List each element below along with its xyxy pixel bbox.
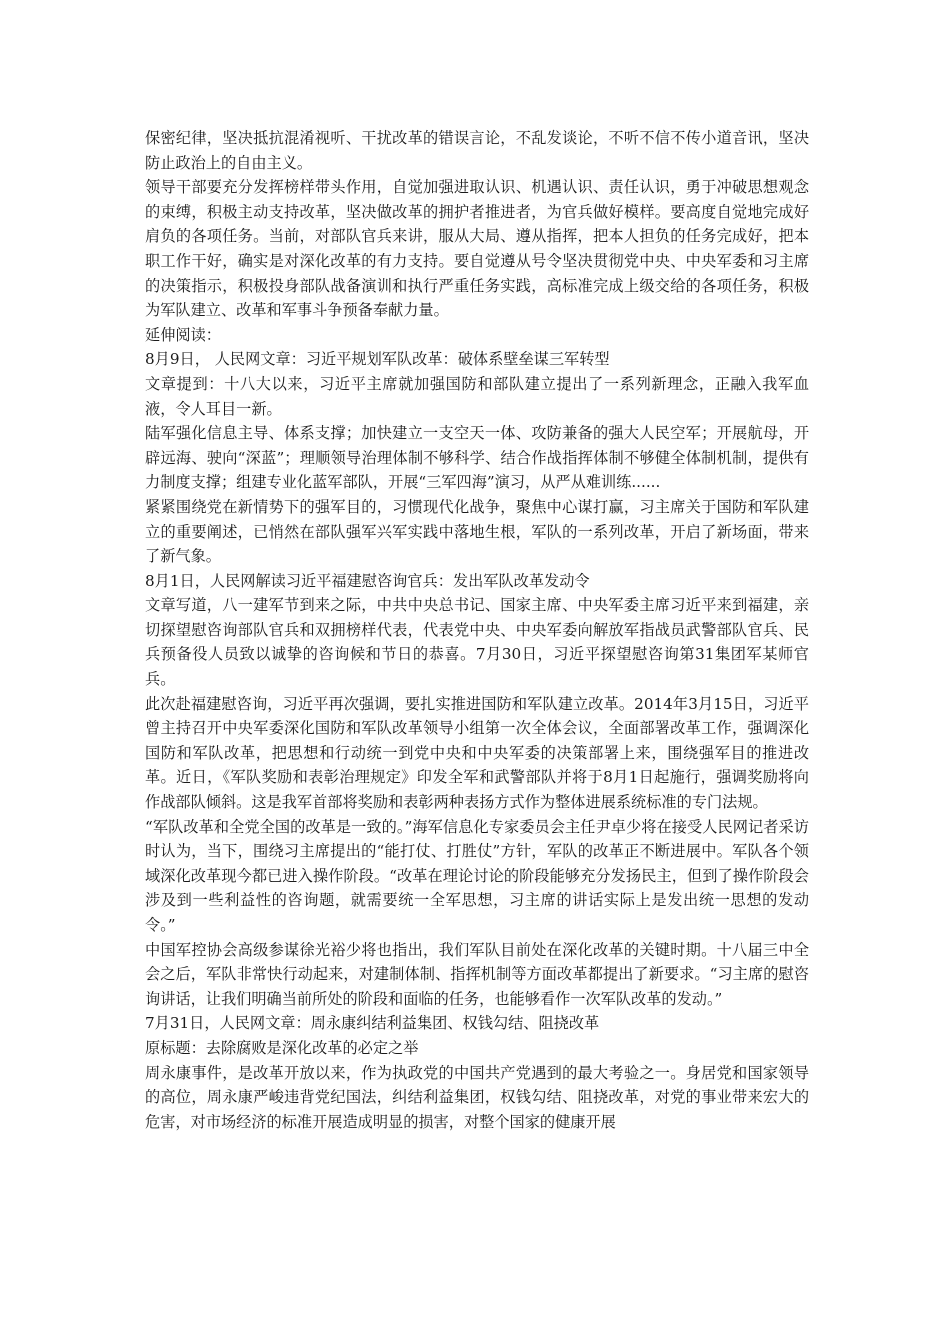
paragraph: “军队改革和全党全国的改革是一致的。”海军信息化专家委员会主任尹卓少将在接受人民网记者采访时认为，当下，围绕习主席提出的“能打仗、打胜仗”方针，军队的改革正不断进展中。军队各个领域深化改革现今都已进入操作阶段。“改革在理论讨论的阶段能够充分发扬民主，但到了操作阶段会涉及到一些利益性的咨询题，就需要统一全军思想，习主席的讲话实际上是发出统一思想的发动令。” <box>145 817 809 934</box>
paragraph: 保密纪律，坚决抵抗混淆视听、干扰改革的错误言论，不乱发谈论，不听不信不传小道音讯，坚决防止政治上的自由主义。 <box>145 129 809 172</box>
article-headline: 8月1日，人民网解读习近平福建慰咨询官兵：发出军队改革发动令 <box>145 571 590 590</box>
paragraph: 中国军控协会高级参谋徐光裕少将也指出，我们军队目前处在深化改革的关键时期。十八届三中全会之后，军队非常快行动起来，对建制体制、指挥机制等方面改革都提出了新要求。“习主席的慰咨询讲话，让我们明确当前所处的阶段和面临的任务，也能够看作一次军队改革的发动。” <box>145 940 809 1008</box>
paragraph: 文章写道，八一建军节到来之际，中共中央总书记、国家主席、中央军委主席习近平来到福建，亲切探望慰咨询部队官兵和双拥榜样代表，代表党中央、中央军委向解放军指战员武警部队官兵、民兵预备役人员致以诚挚的咨询候和节日的恭喜。7月30日，习近平探望慰咨询第31集团军某师官兵。 <box>145 596 809 689</box>
article-headline: 7月31日，人民网文章：周永康纠结利益集团、权钱勾结、阻挠改革 <box>145 1014 600 1033</box>
paragraph: 周永康事件，是改革开放以来，作为执政党的中国共产党遇到的最大考验之一。身居党和国家领导的高位，周永康严峻违背党纪国法，纠结利益集团，权钱勾结、阻挠改革，对党的事业带来宏大的危害，对市场经济的标准开展造成明显的损害，对整个国家的健康开展 <box>145 1063 809 1131</box>
section-heading: 延伸阅读： <box>145 325 221 344</box>
paragraph: 陆军强化信息主导、体系支撑；加快建立一支空天一体、攻防兼备的强大人民空军；开展航母，开辟远海、驶向“深蓝”；理顺领导治理体制不够科学、结合作战指挥体制不够健全体制机制，提供有力制度支撑；组建专业化蓝军部队，开展“三军四海”演习，从严从难训练...... <box>145 424 809 492</box>
document-page <box>145 126 809 1134</box>
article-headline: 8月9日， 人民网文章：习近平规划军队改革：破体系壁垒谋三军转型 <box>145 350 610 369</box>
original-title: 原标题：去除腐败是深化改革的必定之举 <box>145 1038 419 1057</box>
paragraph: 文章提到：十八大以来，习近平主席就加强国防和部队建立提出了一系列新理念，正融入我军血液，令人耳目一新。 <box>145 374 809 418</box>
paragraph: 此次赴福建慰咨询，习近平再次强调，要扎实推进国防和军队建立改革。2014年3月15日，习近平曾主持召开中央军委深化国防和军队改革领导小组第一次全体会议，全面部署改革工作，强调深化国防和军队改革，把思想和行动统一到党中央和中央军委的决策部署上来，围绕强军目的推进改革。近日，《军队奖励和表彰治理规定》印发全军和武警部队并将于8月1日起施行，强调奖励将向作战部队倾斜。这是我军首部将奖励和表彰两种表扬方式作为整体进展系统标准的专门法规。 <box>145 694 809 812</box>
paragraph: 紧紧围绕党在新情势下的强军目的，习惯现代化战争，聚焦中心谋打赢，习主席关于国防和军队建立的重要阐述，已悄然在部队强军兴军实践中落地生根，军队的一系列改革，开启了新场面，带来了新气象。 <box>145 497 809 566</box>
paragraph: 领导干部要充分发挥榜样带头作用，自觉加强进取认识、机遇认识、责任认识，勇于冲破思想观念的束缚，积极主动支持改革，坚决做改革的拥护者推进者，为官兵做好模样。要高度自觉地完成好肩负的各项任务。当前，对部队官兵来讲，服从大局、遵从指挥，把本人担负的任务完成好，把本职工作干好，确实是对深化改革的有力支持。要自觉遵从号令坚决贯彻党中央、中央军委和习主席的决策指示，积极投身部队战备演训和执行严重任务实践，高标准完成上级交给的各项任务，积极为军队建立、改革和军事斗争预备奉献力量。 <box>145 178 809 320</box>
